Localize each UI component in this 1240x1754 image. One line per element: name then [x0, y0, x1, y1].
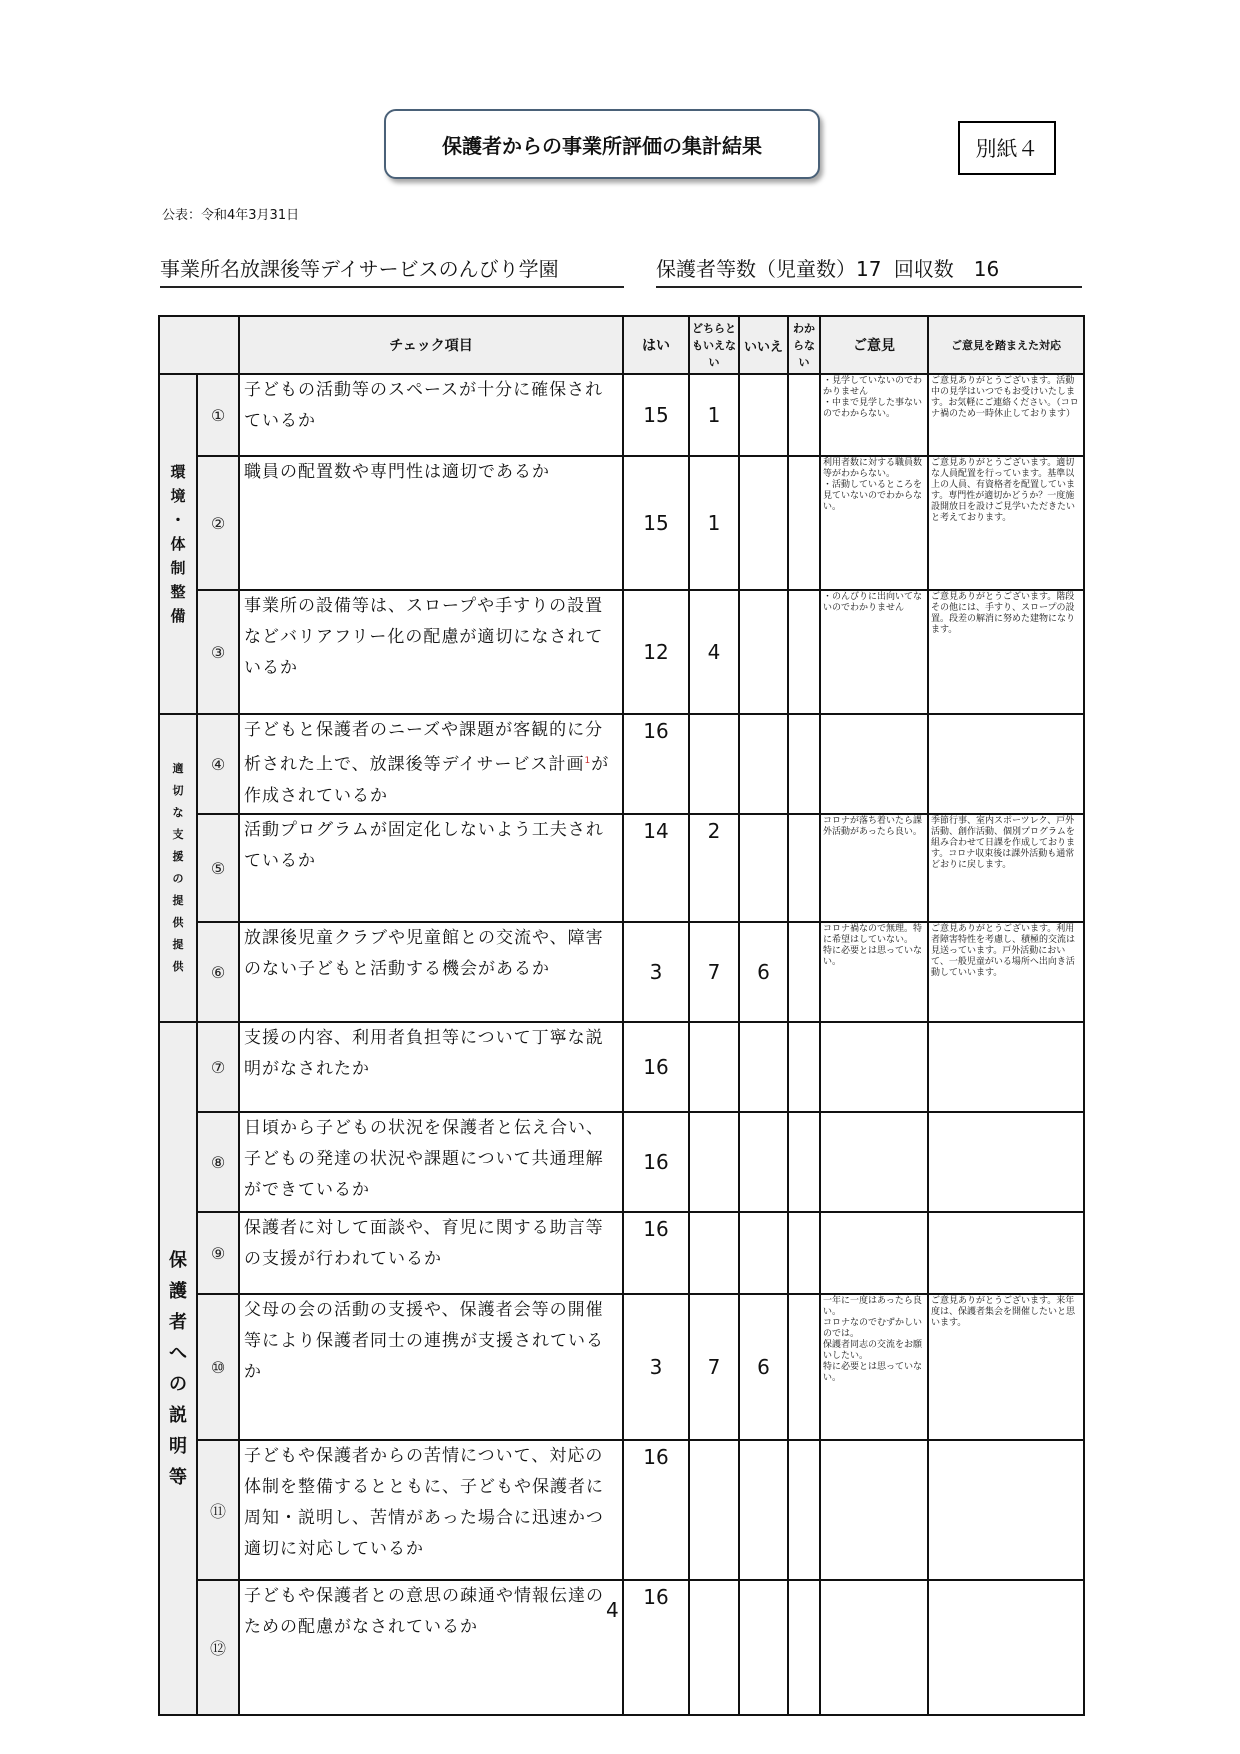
- opinion-cell: [820, 1022, 928, 1112]
- check-item-main: 日頃から子どもの状況を保護者と伝え合い、子どもの発達の状況や課題について共通理解ができているか: [244, 1118, 604, 1200]
- check-item-text: [239, 922, 623, 1022]
- count-unknown: [788, 714, 820, 814]
- section-char: 適: [172, 762, 184, 775]
- check-item-text: [239, 1580, 623, 1715]
- count-no: 6: [739, 922, 788, 1022]
- count-no: [739, 374, 788, 456]
- opinion-cell: [820, 1580, 928, 1715]
- response-cell: [928, 714, 1084, 814]
- count-unknown: [788, 1294, 820, 1440]
- table-row: [159, 714, 1084, 814]
- count-neutral: 2: [689, 814, 739, 922]
- count-neutral: [689, 1112, 739, 1212]
- section-char: 境: [170, 487, 186, 505]
- section-char: ・: [170, 511, 186, 529]
- count-neutral: 1: [689, 374, 739, 456]
- section-char: な: [172, 806, 184, 819]
- check-item-main: 放課後児童クラブや児童館との交流や、障害のない子どもと活動する機会があるか: [244, 928, 604, 979]
- header-neutral: どちらともいえない: [689, 316, 739, 374]
- check-item-main: 活動プログラムが固定化しないよう工夫されているか: [244, 820, 604, 871]
- respondent-counts: [656, 256, 1082, 288]
- header-yes: はい: [623, 316, 689, 374]
- check-item-text: [239, 1294, 623, 1440]
- header-no: いいえ: [739, 316, 788, 374]
- count-neutral: [689, 1440, 739, 1580]
- section-char: 等: [169, 1466, 187, 1488]
- count-neutral: 7: [689, 1294, 739, 1440]
- count-yes: 16: [623, 1112, 689, 1212]
- opinion-cell: ・見学していないのでわかりません ・中まで見学した事ないのでわからない。: [820, 374, 928, 456]
- item-number: ⑤: [197, 814, 239, 922]
- count-neutral: [689, 1022, 739, 1112]
- check-item-text: [239, 1022, 623, 1112]
- table-row: [159, 814, 1084, 922]
- section-char: 説: [169, 1404, 187, 1426]
- section-char: 制: [170, 559, 186, 577]
- table-row: [159, 1112, 1084, 1212]
- check-item-main: 子どもの活動等のスペースが十分に確保されているか: [244, 380, 604, 431]
- response-cell: [928, 1112, 1084, 1212]
- check-item-text: [239, 1212, 623, 1294]
- count-neutral: [689, 1212, 739, 1294]
- section-char: 体: [170, 535, 186, 553]
- count-yes: 16: [623, 1212, 689, 1294]
- count-unknown: [788, 374, 820, 456]
- check-item-tail: が作成されているか: [244, 754, 610, 806]
- header-unknown: わからない: [788, 316, 820, 374]
- count-no: [739, 1580, 788, 1715]
- section-char: 提: [172, 894, 184, 907]
- count-unknown: [788, 1212, 820, 1294]
- check-item-main: 子どもと保護者のニーズや課題が客観的に分析された上で、放課後等デイサービス計画: [244, 720, 604, 775]
- section-label: [159, 1022, 197, 1715]
- section-label: [159, 374, 197, 714]
- response-cell: [928, 1580, 1084, 1715]
- count-no: [739, 1112, 788, 1212]
- check-item-text: [239, 590, 623, 714]
- table-row: [159, 1440, 1084, 1580]
- section-char: 供: [172, 916, 184, 929]
- count-neutral: 1: [689, 456, 739, 590]
- opinion-cell: [820, 1212, 928, 1294]
- count-no: [739, 1212, 788, 1294]
- table-row: [159, 1580, 1084, 1715]
- count-yes: 12: [623, 590, 689, 714]
- count-neutral: [689, 1580, 739, 1715]
- section-label: [159, 714, 197, 1022]
- check-item-text: [239, 1112, 623, 1212]
- count-neutral: [689, 714, 739, 814]
- item-number: ⑫: [197, 1580, 239, 1715]
- table-row: [159, 590, 1084, 714]
- publication-date: 公表：令和4年3月31日: [162, 208, 300, 223]
- response-cell: ご意見ありがとうございます。来年度は、保護者集会を開催したいと思います。: [928, 1294, 1084, 1440]
- opinion-cell: [820, 1112, 928, 1212]
- section-char: 援: [172, 850, 184, 863]
- count-no: [739, 814, 788, 922]
- count-unknown: [788, 590, 820, 714]
- section-char: 整: [170, 583, 186, 601]
- item-number: ⑩: [197, 1294, 239, 1440]
- header-corner: [159, 316, 239, 374]
- section-char: へ: [169, 1342, 187, 1364]
- response-cell: 季節行事、室内スポーツレク、戸外活動、創作活動、個別プログラムを組み合わせて日課を作成しております。コロナ収束後は課外活動も通常どおりに戻します。: [928, 814, 1084, 922]
- section-char: 支: [172, 828, 184, 841]
- section-char: 保: [169, 1249, 187, 1271]
- item-number: ⑥: [197, 922, 239, 1022]
- guardian-count: 保護者等数（児童数）17: [656, 257, 882, 281]
- check-item-text: [239, 374, 623, 456]
- response-cell: [928, 1022, 1084, 1112]
- check-item-main: 職員の配置数や専門性は適切であるか: [244, 462, 550, 482]
- check-item-main: 子どもや保護者との意思の疎通や情報伝達のための配慮がなされているか: [244, 1586, 604, 1637]
- table-row: [159, 922, 1084, 1022]
- check-item-text: [239, 456, 623, 590]
- count-unknown: [788, 456, 820, 590]
- count-yes: 16: [623, 714, 689, 814]
- section-char: 備: [170, 607, 186, 625]
- section-char: 提: [172, 938, 184, 951]
- opinion-cell: 一年に一度はあったら良い。 コロナなのでむずかしいのでは。 保護者同志の交流をお願いしたい。 特に必要とは思っていない。: [820, 1294, 928, 1440]
- response-cell: ご意見ありがとうございます。階段その他には、手すり、スロープの設置。段差の解消に努めた建物になります。: [928, 590, 1084, 714]
- count-unknown: [788, 814, 820, 922]
- count-no: [739, 1440, 788, 1580]
- opinion-cell: コロナ禍なので無理。特に希望はしていない。 特に必要とは思っていない。: [820, 922, 928, 1022]
- count-no: [739, 456, 788, 590]
- header-check-item: チェック項目: [239, 316, 623, 374]
- section-char: 供: [172, 960, 184, 973]
- response-cell: ご意見ありがとうございます。利用者障害特性を考慮し、積極的交流は見送っています。戸外活動において、一般児童がいる場所へ出向き活動していいます。: [928, 922, 1084, 1022]
- item-number: ⑧: [197, 1112, 239, 1212]
- check-item-main: 支援の内容、利用者負担等について丁寧な説明がなされたか: [244, 1028, 604, 1079]
- count-yes: 16: [623, 1022, 689, 1112]
- opinion-cell: ・のんびりに出向いてないのでわかりません: [820, 590, 928, 714]
- item-number: ②: [197, 456, 239, 590]
- table-row: [159, 456, 1084, 590]
- item-number: ⑨: [197, 1212, 239, 1294]
- collected-count: 回収数 16: [893, 257, 1000, 281]
- count-yes: 3: [623, 922, 689, 1022]
- count-unknown: [788, 922, 820, 1022]
- check-item-main: 父母の会の活動の支援や、保護者会等の開催等により保護者同士の連携が支援されているか: [244, 1300, 604, 1382]
- response-cell: [928, 1440, 1084, 1580]
- header-response: ご意見を踏まえた対応: [928, 316, 1084, 374]
- item-number: ①: [197, 374, 239, 456]
- count-no: [739, 714, 788, 814]
- count-unknown: [788, 1580, 820, 1715]
- attachment-label: 別紙４: [958, 121, 1056, 175]
- table-row: [159, 374, 1084, 456]
- page-title: 保護者からの事業所評価の集計結果: [384, 109, 820, 179]
- count-neutral: 7: [689, 922, 739, 1022]
- check-item-text: [239, 714, 623, 814]
- item-number: ⑦: [197, 1022, 239, 1112]
- count-yes: 14: [623, 814, 689, 922]
- count-yes: 15: [623, 456, 689, 590]
- header-row: [159, 316, 1084, 374]
- check-item-text: [239, 814, 623, 922]
- opinion-cell: 利用者数に対する職員数等がわからない。 ・活動しているところを見ていないのでわからない。: [820, 456, 928, 590]
- section-char: の: [169, 1373, 187, 1395]
- section-char: 環: [170, 463, 186, 481]
- check-item-text: [239, 1440, 623, 1580]
- count-yes: 16: [623, 1580, 689, 1715]
- section-char: 者: [169, 1311, 187, 1333]
- header-opinion: ご意見: [820, 316, 928, 374]
- check-item-main: 事業所の設備等は、スロープや手すりの設置などバリアフリー化の配慮が適切になされているか: [244, 596, 604, 678]
- count-no: [739, 1022, 788, 1112]
- section-char: 護: [169, 1280, 187, 1302]
- count-yes: 15: [623, 374, 689, 456]
- table-row: [159, 1294, 1084, 1440]
- footnote-marker: 1: [584, 756, 592, 766]
- item-number: ⑪: [197, 1440, 239, 1580]
- response-cell: ご意見ありがとうございます。適切な人員配置を行っています。基準以上の人員、有資格者を配置しています。専門性が適切かどうか？一度施設開放日を設けご見学いただきたいと考えております。: [928, 456, 1084, 590]
- count-unknown: [788, 1022, 820, 1112]
- item-number: ③: [197, 590, 239, 714]
- facility-name: 事業所名放課後等デイサービスのんびり学園: [160, 256, 624, 288]
- item-number: ④: [197, 714, 239, 814]
- page-number: 4: [606, 1598, 619, 1622]
- opinion-cell: コロナが落ち着いたら課外活動があったら良い。: [820, 814, 928, 922]
- count-neutral: 4: [689, 590, 739, 714]
- table-row: [159, 1022, 1084, 1112]
- section-char: 切: [172, 784, 184, 797]
- table-row: [159, 1212, 1084, 1294]
- count-unknown: [788, 1112, 820, 1212]
- response-cell: [928, 1212, 1084, 1294]
- count-yes: 3: [623, 1294, 689, 1440]
- response-cell: ご意見ありがとうございます。活動中の見学はいつでもお受けいたします。お気軽にご連絡ください。（コロナ禍のため一時休止しております）: [928, 374, 1084, 456]
- check-item-main: 保護者に対して面談や、育児に関する助言等の支援が行われているか: [244, 1218, 604, 1269]
- count-no: [739, 590, 788, 714]
- count-no: 6: [739, 1294, 788, 1440]
- count-unknown: [788, 1440, 820, 1580]
- opinion-cell: [820, 1440, 928, 1580]
- opinion-cell: [820, 714, 928, 814]
- check-item-main: 子どもや保護者からの苦情について、対応の体制を整備するとともに、子どもや保護者に周知・説明し、苦情があった場合に迅速かつ適切に対応しているか: [244, 1446, 604, 1559]
- count-yes: 16: [623, 1440, 689, 1580]
- evaluation-table: [158, 315, 1085, 1716]
- section-char: の: [172, 872, 184, 885]
- section-char: 明: [169, 1435, 187, 1457]
